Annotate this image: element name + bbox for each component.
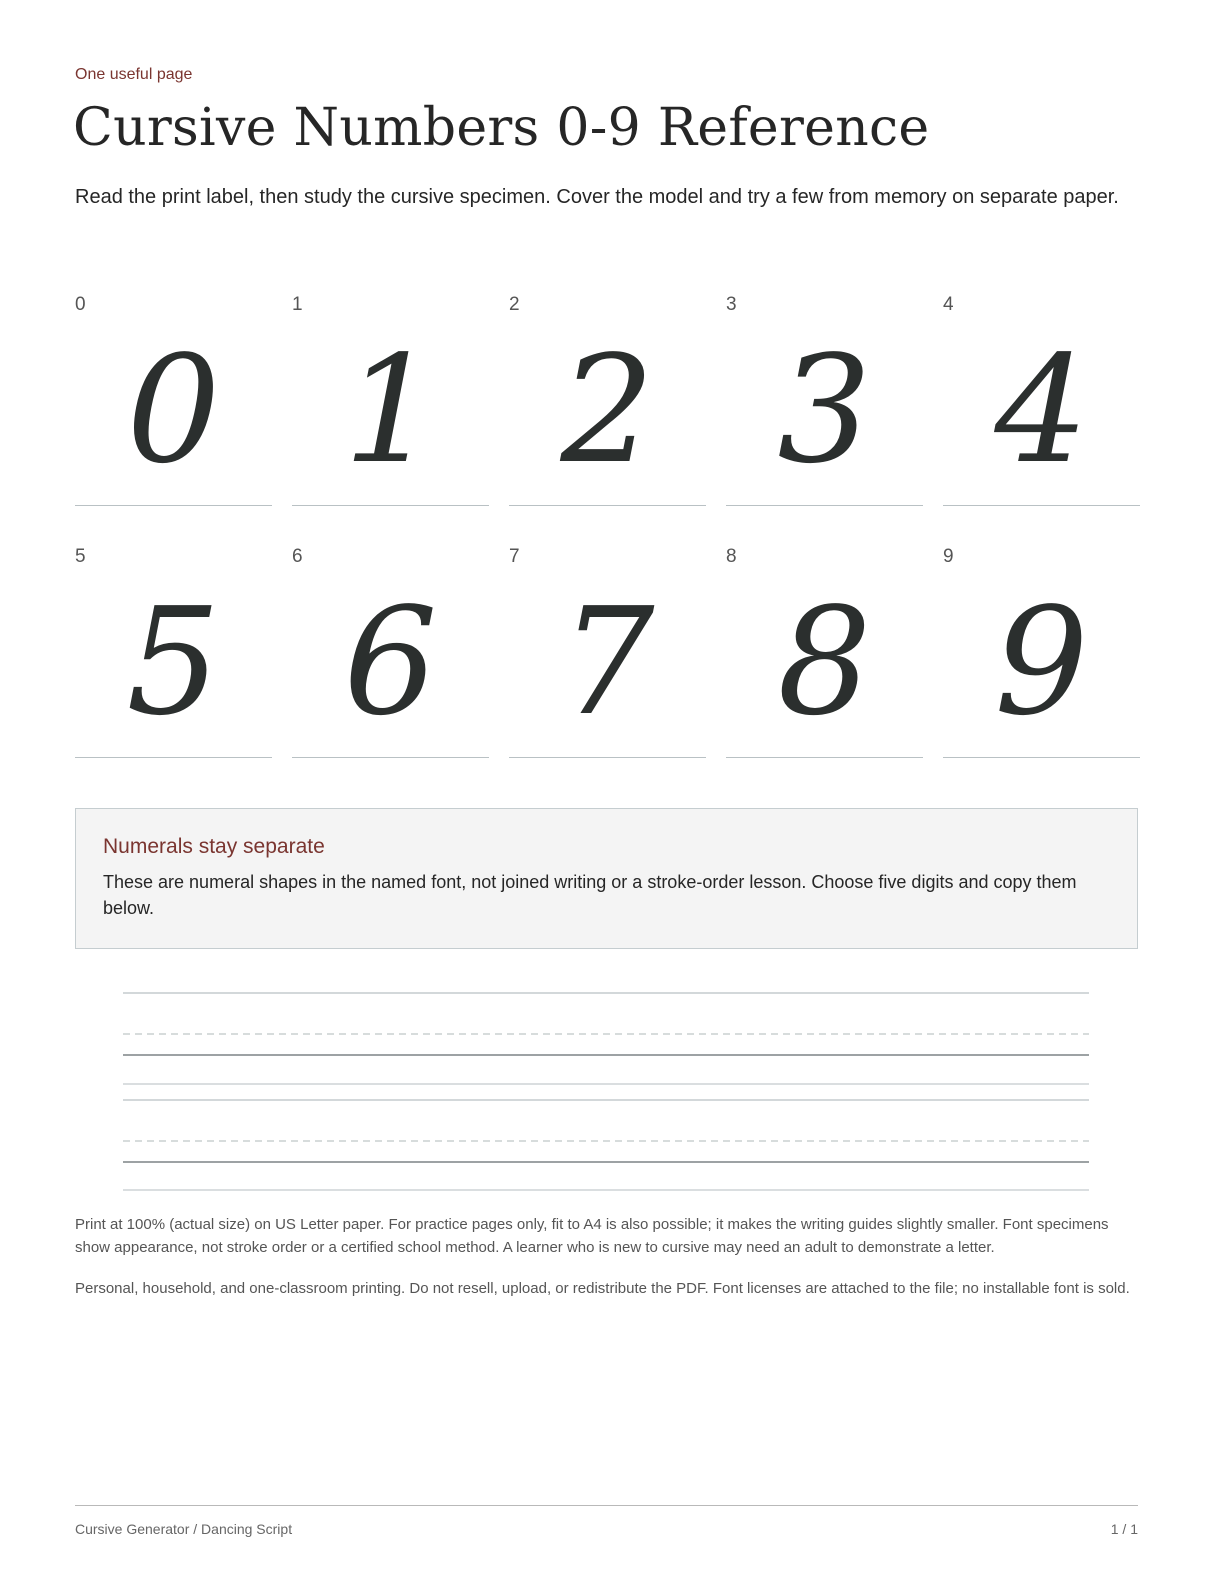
print-label: 9 [943, 546, 954, 567]
print-label: 6 [292, 546, 303, 567]
numeral-cell-3 [726, 290, 923, 506]
print-label: 1 [292, 294, 303, 315]
page-kicker: One useful page [75, 66, 193, 83]
numeral-cell-2 [509, 290, 706, 506]
guide-set-1 [123, 993, 1089, 1084]
cursive-specimen: 3 [777, 324, 872, 496]
callout-box [75, 808, 1138, 949]
page-number: 1 / 1 [1110, 1521, 1138, 1537]
print-label: 0 [75, 294, 86, 315]
writing-guides [123, 984, 1089, 1204]
practice-lines [123, 984, 1089, 1204]
print-label: 4 [943, 294, 954, 315]
footer-divider [75, 1505, 1138, 1506]
license-note: Personal, household, and one-classroom printing. Do not resell, upload, or redistribute the PDF. Font licenses are attached to the file; no installable font is sold. [75, 1280, 1130, 1297]
print-label: 3 [726, 294, 737, 315]
callout-body: These are numeral shapes in the named font, not joined writing or a stroke-order lesson. Choose five digits and copy them below. [103, 872, 1077, 918]
print-label: 8 [726, 546, 737, 567]
cursive-specimen: 8 [777, 576, 872, 748]
numeral-grid [75, 290, 1150, 758]
numeral-cell-0 [75, 290, 272, 506]
cursive-specimen: 0 [126, 324, 221, 496]
cursive-specimen: 4 [994, 324, 1089, 496]
numeral-cell-5 [75, 542, 272, 758]
page-title: Cursive Numbers 0-9 Reference [73, 98, 930, 158]
print-label: 5 [75, 546, 86, 567]
numeral-cell-4 [943, 290, 1140, 506]
numeral-cell-8 [726, 542, 923, 758]
cursive-specimen: 9 [994, 576, 1089, 748]
cursive-specimen: 6 [343, 576, 438, 748]
print-label: 7 [509, 546, 520, 567]
numeral-cell-9 [943, 542, 1140, 758]
page-intro: Read the print label, then study the cursive specimen. Cover the model and try a few from memory on separate paper. [75, 186, 1119, 208]
cursive-specimen: 5 [126, 576, 221, 748]
print-instructions: Print at 100% (actual size) on US Letter paper. For practice pages only, fit to A4 is also possible; it makes the writing guides slightly smaller. Font specimens show appearance, not stroke order or a certified school method. A learner who is new to cursive may need an adult to demonstrate a letter. [75, 1216, 1109, 1256]
numeral-cell-1 [292, 290, 489, 506]
numeral-cell-6 [292, 542, 489, 758]
numeral-cell-7 [509, 542, 706, 758]
footer-source: Cursive Generator / Dancing Script [75, 1521, 293, 1537]
callout-title: Numerals stay separate [103, 835, 325, 858]
cursive-specimen: 1 [343, 324, 438, 496]
print-label: 2 [509, 294, 520, 315]
cursive-specimen: 7 [560, 576, 655, 748]
guide-set-2 [123, 1100, 1089, 1190]
cursive-specimen: 2 [560, 324, 655, 496]
